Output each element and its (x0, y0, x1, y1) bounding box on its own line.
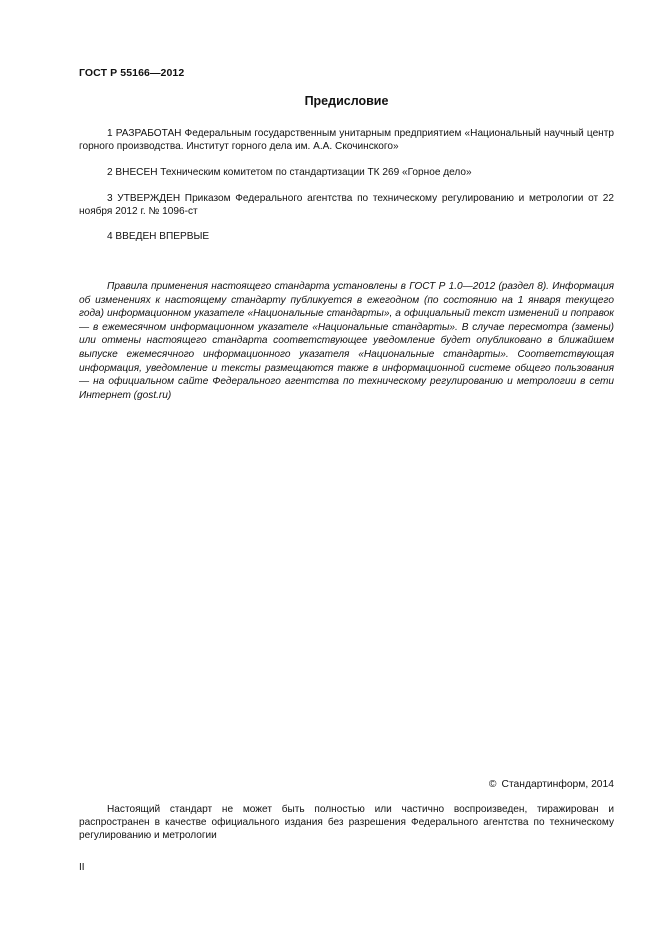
document-header: ГОСТ Р 55166—2012 (79, 67, 185, 79)
foreword-item-introduced: 2 ВНЕСЕН Техническим комитетом по стандартизации ТК 269 «Горное дело» (107, 167, 472, 178)
copyright-icon: © (488, 779, 497, 790)
foreword-item-developed: 1 РАЗРАБОТАН Федеральным государственным унитарным предприятием «Национальный научный центр горного производства. Институт горного дела им. А.А. Скочинского» (79, 128, 614, 152)
foreword-item-first-introduced: 4 ВВЕДЕН ВПЕРВЫЕ (107, 231, 210, 242)
page-title: Предисловие (304, 94, 389, 108)
reproduction-rights-notice: Настоящий стандарт не может быть полностью или частично воспроизведен, тиражирован и распространен в качестве официального издания без разрешения Федерального агентства по техническому регулированию и метрологии (79, 804, 614, 841)
copyright-text: Стандартинформ, 2014 (501, 779, 614, 790)
copyright-line (489, 779, 614, 790)
foreword-item-approved: 3 УТВЕРЖДЕН Приказом Федерального агентства по техническому регулированию и метрологии от 22 ноября 2012 г. № 1096-ст (79, 193, 614, 217)
application-rules-notice: Правила применения настоящего стандарта установлены в ГОСТ Р 1.0—2012 (раздел 8). Информация об изменениях к настоящему стандарту публикуется в ежегодном (по состоянию на 1 января текущего года) информационном указателе «Национальные стандарты», а официальный текст изменений и поправок — в ежемесячном информационном указателе «Национальные стандарты». В случае пересмотра (замены) или отмены настоящего стандарта соответствующее уведомление будет опубликовано в ближайшем выпуске ежемесячного информационного указателя «Национальные стандарты». Соответствующая информация, уведомление и тексты размещаются также в информационной системе общего пользования — на официальном сайте Федерального агентства по техническому регулированию и метрологии в сети Интернет (gost.ru) (79, 281, 614, 401)
page-number: II (79, 862, 85, 873)
